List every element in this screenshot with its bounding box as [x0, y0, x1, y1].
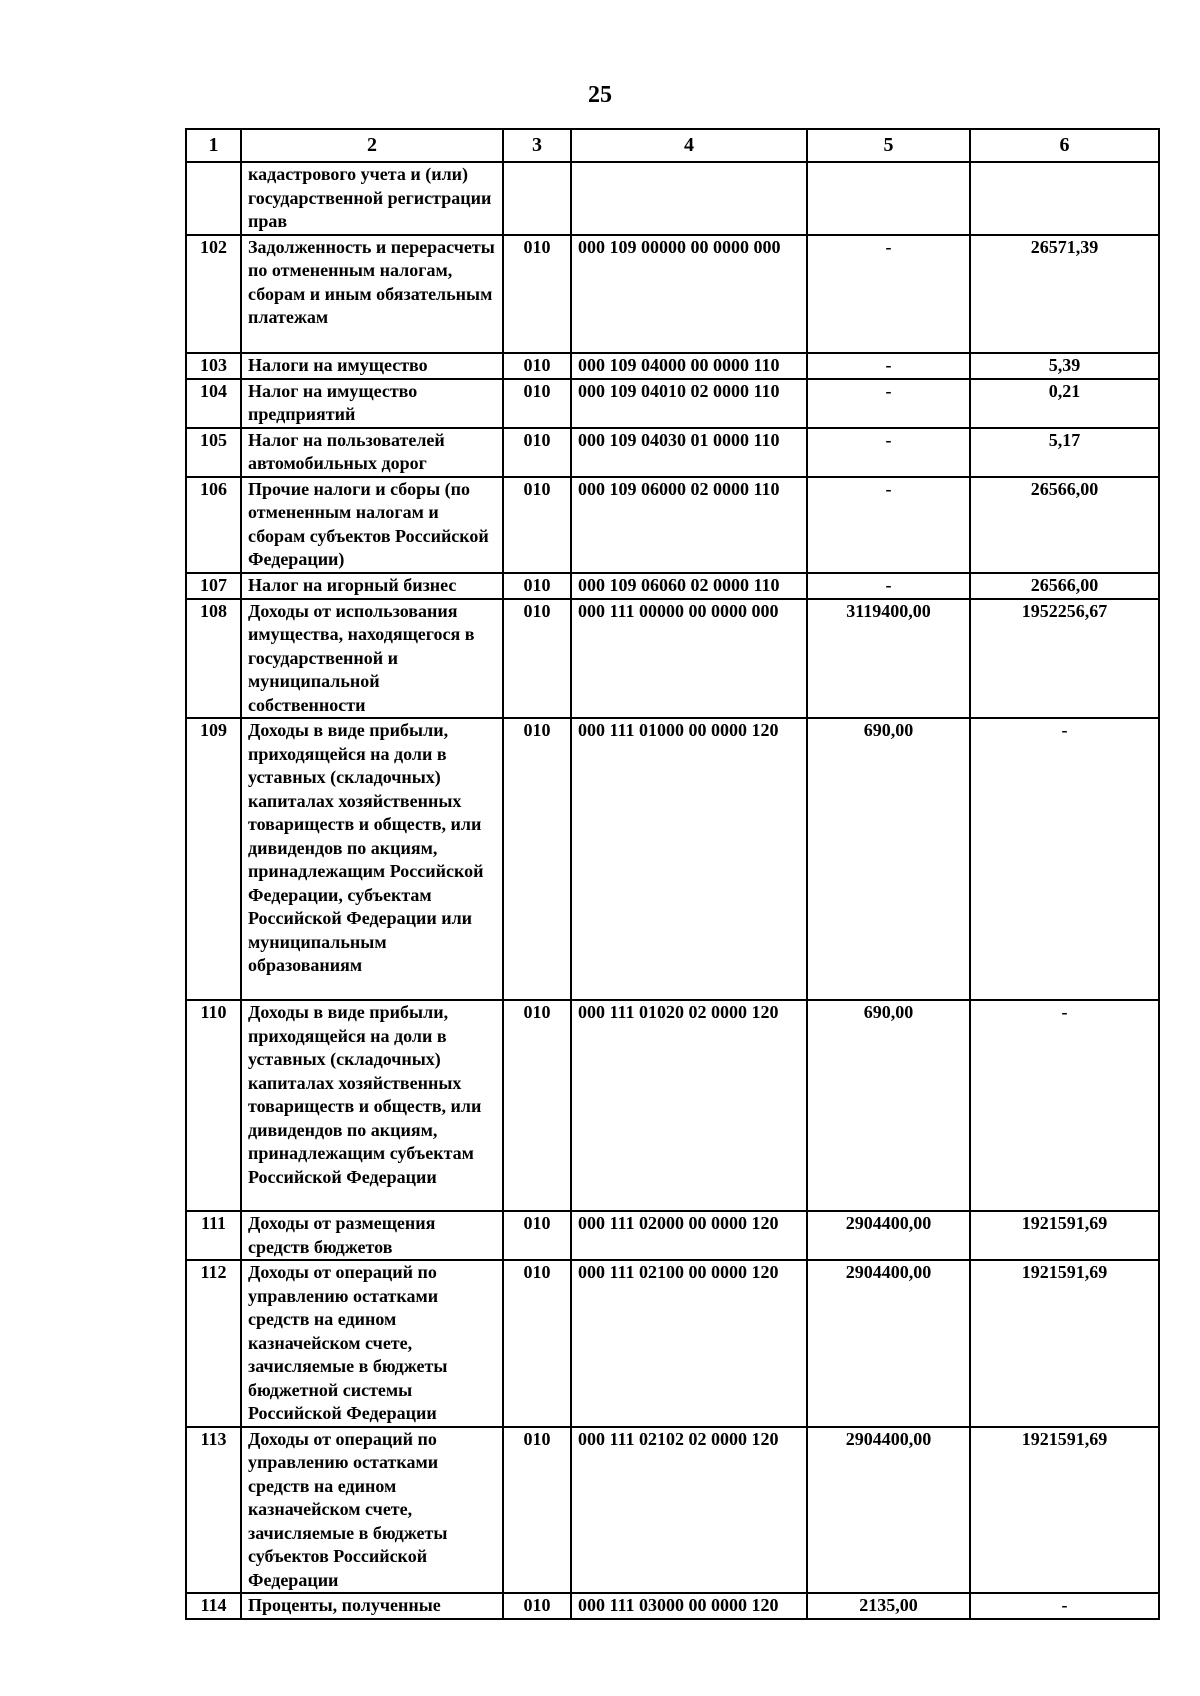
row-plan-value: -	[807, 477, 970, 573]
row-number: 108	[186, 599, 241, 719]
row-actual-value: -	[970, 718, 1159, 1000]
row-plan-value: 2904400,00	[807, 1260, 970, 1427]
row-line-code: 010	[503, 1211, 571, 1260]
row-actual-value	[970, 162, 1159, 235]
row-actual-value: -	[970, 1593, 1159, 1619]
row-name: Доходы в виде прибыли, приходящейся на доли в уставных (складочных) капиталах хозяйственных товариществ и обществ, или дивидендов по акциям, принадлежащим Российской Федерации, субъектам Российской Федерации или муниципальным образованиям	[241, 718, 503, 1000]
row-budget-code: 000 109 06060 02 0000 110	[571, 573, 807, 599]
table-row	[186, 428, 1159, 477]
row-line-code: 010	[503, 1427, 571, 1594]
row-budget-code: 000 109 04010 02 0000 110	[571, 379, 807, 428]
row-number: 106	[186, 477, 241, 573]
row-line-code: 010	[503, 1593, 571, 1619]
column-header: 4	[571, 129, 807, 162]
row-line-code: 010	[503, 573, 571, 599]
row-plan-value: 2904400,00	[807, 1427, 970, 1594]
table-row	[186, 477, 1159, 573]
row-line-code: 010	[503, 599, 571, 719]
row-budget-code: 000 109 06000 02 0000 110	[571, 477, 807, 573]
row-line-code: 010	[503, 379, 571, 428]
table-row	[186, 1000, 1159, 1211]
row-budget-code	[571, 162, 807, 235]
row-name: Проценты, полученные	[241, 1593, 503, 1619]
row-plan-value: 2135,00	[807, 1593, 970, 1619]
column-header: 3	[503, 129, 571, 162]
row-budget-code: 000 111 02102 02 0000 120	[571, 1427, 807, 1594]
row-name: Доходы от размещения средств бюджетов	[241, 1211, 503, 1260]
row-number: 105	[186, 428, 241, 477]
row-line-code: 010	[503, 477, 571, 573]
row-line-code: 010	[503, 235, 571, 353]
column-header: 5	[807, 129, 970, 162]
table-row	[186, 235, 1159, 353]
row-plan-value: 2904400,00	[807, 1211, 970, 1260]
table-row	[186, 379, 1159, 428]
row-name: кадастрового учета и (или) государственной регистрации прав	[241, 162, 503, 235]
row-budget-code: 000 111 01020 02 0000 120	[571, 1000, 807, 1211]
row-plan-value	[807, 162, 970, 235]
row-actual-value: 5,39	[970, 353, 1159, 379]
row-line-code: 010	[503, 353, 571, 379]
table-row	[186, 1427, 1159, 1594]
row-name: Задолженность и перерасчеты по отмененным налогам, сборам и иным обязательным платежам	[241, 235, 503, 353]
row-name: Доходы от операций по управлению остатками средств на едином казначейском счете, зачисляемые в бюджеты субъектов Российской Федерации	[241, 1427, 503, 1594]
column-header: 2	[241, 129, 503, 162]
row-number	[186, 162, 241, 235]
row-plan-value: -	[807, 379, 970, 428]
row-actual-value: -	[970, 1000, 1159, 1211]
row-plan-value: -	[807, 235, 970, 353]
row-name: Доходы от использования имущества, находящегося в государственной и муниципальной собственности	[241, 599, 503, 719]
table-row	[186, 162, 1159, 235]
row-actual-value: 1952256,67	[970, 599, 1159, 719]
row-actual-value: 26566,00	[970, 477, 1159, 573]
row-actual-value: 1921591,69	[970, 1427, 1159, 1594]
row-budget-code: 000 111 01000 00 0000 120	[571, 718, 807, 1000]
row-name: Доходы от операций по управлению остатками средств на едином казначейском счете, зачисляемые в бюджеты бюджетной системы Российской Федерации	[241, 1260, 503, 1427]
row-name: Налог на пользователей автомобильных дорог	[241, 428, 503, 477]
revenue-table	[185, 128, 1160, 1620]
row-line-code	[503, 162, 571, 235]
row-number: 109	[186, 718, 241, 1000]
row-line-code: 010	[503, 1260, 571, 1427]
table-row	[186, 1260, 1159, 1427]
row-number: 102	[186, 235, 241, 353]
row-budget-code: 000 109 04030 01 0000 110	[571, 428, 807, 477]
row-number: 111	[186, 1211, 241, 1260]
row-budget-code: 000 109 04000 00 0000 110	[571, 353, 807, 379]
table-row	[186, 1593, 1159, 1619]
row-number: 112	[186, 1260, 241, 1427]
table-row	[186, 353, 1159, 379]
row-number: 103	[186, 353, 241, 379]
row-plan-value: 690,00	[807, 1000, 970, 1211]
table-row	[186, 718, 1159, 1000]
row-plan-value: -	[807, 428, 970, 477]
row-actual-value: 1921591,69	[970, 1260, 1159, 1427]
row-actual-value: 0,21	[970, 379, 1159, 428]
row-name: Прочие налоги и сборы (по отмененным налогам и сборам субъектов Российской Федерации)	[241, 477, 503, 573]
table-header	[186, 129, 1159, 162]
table-row	[186, 599, 1159, 719]
row-plan-value: -	[807, 573, 970, 599]
column-header: 1	[186, 129, 241, 162]
row-budget-code: 000 111 00000 00 0000 000	[571, 599, 807, 719]
row-budget-code: 000 111 02100 00 0000 120	[571, 1260, 807, 1427]
row-budget-code: 000 111 02000 00 0000 120	[571, 1211, 807, 1260]
table-row	[186, 573, 1159, 599]
row-actual-value: 1921591,69	[970, 1211, 1159, 1260]
row-actual-value: 5,17	[970, 428, 1159, 477]
row-name: Налоги на имущество	[241, 353, 503, 379]
row-budget-code: 000 109 00000 00 0000 000	[571, 235, 807, 353]
row-actual-value: 26571,39	[970, 235, 1159, 353]
table-row	[186, 1211, 1159, 1260]
row-plan-value: 690,00	[807, 718, 970, 1000]
row-number: 110	[186, 1000, 241, 1211]
row-name: Доходы в виде прибыли, приходящейся на доли в уставных (складочных) капиталах хозяйственных товариществ и обществ, или дивидендов по акциям, принадлежащим субъектам Российской Федерации	[241, 1000, 503, 1211]
row-budget-code: 000 111 03000 00 0000 120	[571, 1593, 807, 1619]
row-line-code: 010	[503, 1000, 571, 1211]
page-number: 25	[588, 82, 612, 108]
row-actual-value: 26566,00	[970, 573, 1159, 599]
row-line-code: 010	[503, 718, 571, 1000]
row-number: 113	[186, 1427, 241, 1594]
row-number: 107	[186, 573, 241, 599]
row-number: 114	[186, 1593, 241, 1619]
row-line-code: 010	[503, 428, 571, 477]
table-body	[186, 162, 1159, 1619]
row-plan-value: 3119400,00	[807, 599, 970, 719]
row-name: Налог на игорный бизнес	[241, 573, 503, 599]
row-plan-value: -	[807, 353, 970, 379]
row-number: 104	[186, 379, 241, 428]
row-name: Налог на имущество предприятий	[241, 379, 503, 428]
column-header: 6	[970, 129, 1159, 162]
